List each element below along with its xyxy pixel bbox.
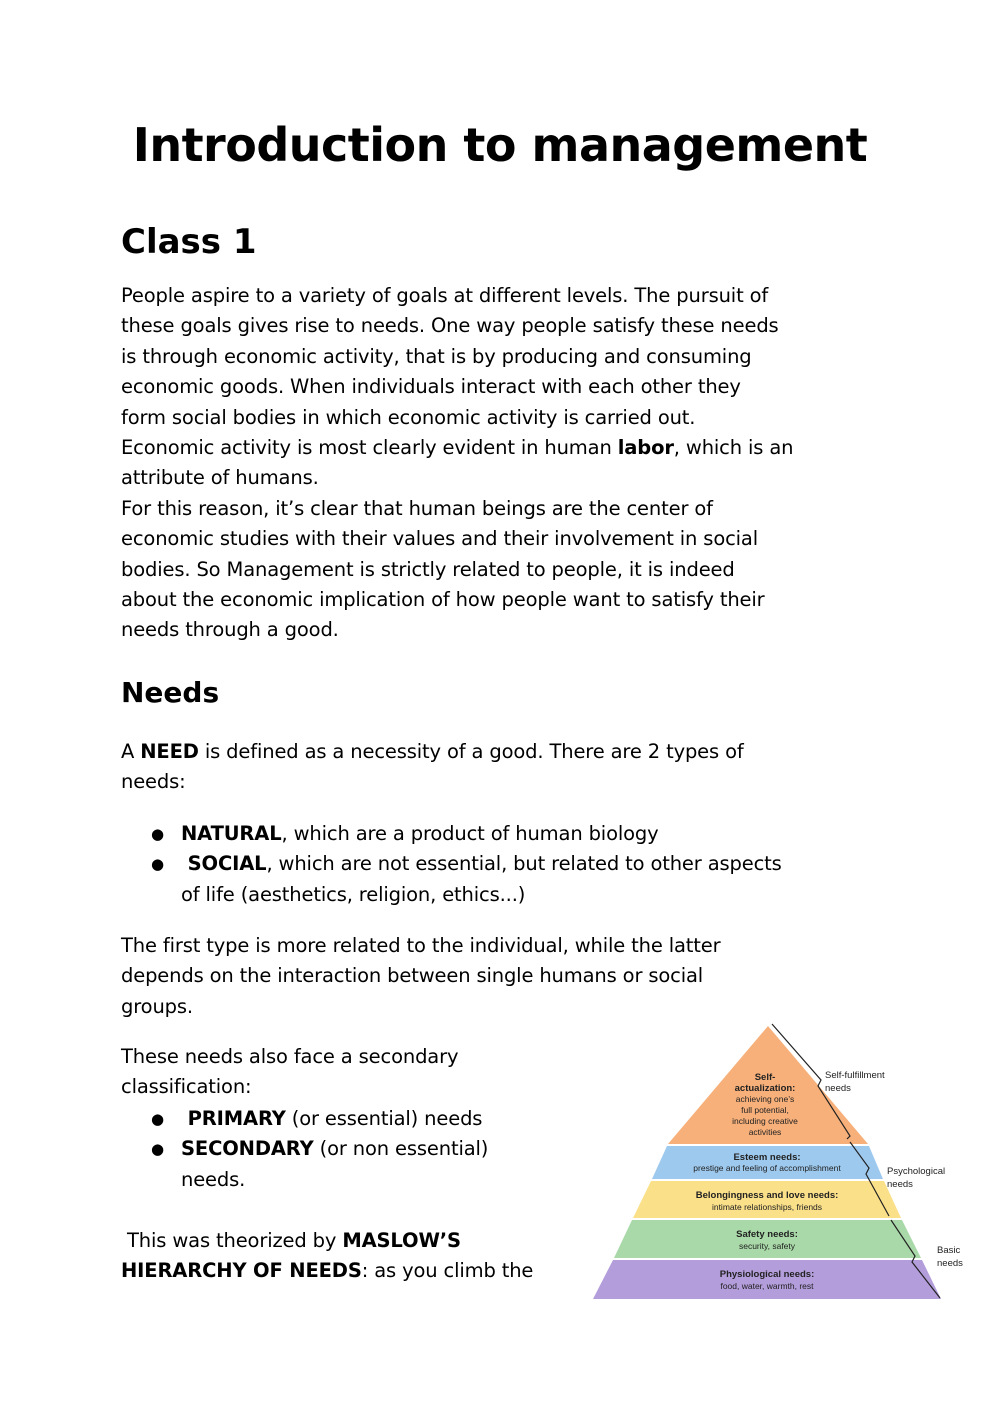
maslow-pyramid-figure xyxy=(585,1018,985,1308)
psychological-label: Psychological xyxy=(887,1166,946,1177)
esteem-sub: prestige and feeling of accomplishment xyxy=(693,1163,841,1173)
bullet-icon: ● xyxy=(151,1140,164,1159)
self-title: actualization: xyxy=(734,1083,796,1094)
need-definition xyxy=(121,737,881,798)
bullet-icon: ● xyxy=(151,825,164,843)
maslow-term: MASLOW’S xyxy=(342,1229,461,1252)
self-fulfillment-label: needs xyxy=(825,1083,851,1094)
text-line: of life (aesthetics, religion, ethics...) xyxy=(181,882,526,906)
text-line: about the economic implication of how people want to satisfy their xyxy=(121,588,765,612)
text-line: attribute of humans. xyxy=(121,466,319,490)
secondary-paragraph xyxy=(121,1042,561,1103)
self-sub: including creative xyxy=(732,1116,798,1126)
esteem-title: Esteem needs: xyxy=(733,1152,801,1163)
intro-paragraph xyxy=(121,281,881,646)
classification-list xyxy=(121,1104,488,1195)
text-run: This was theorized by xyxy=(121,1229,343,1252)
text-line: needs. xyxy=(181,1167,246,1191)
class-heading: Class 1 xyxy=(121,222,257,262)
text-line xyxy=(121,433,881,463)
text-line: form social bodies in which economic activity is carried out. xyxy=(121,405,696,429)
text-line xyxy=(121,1226,581,1256)
self-sub: activities xyxy=(748,1127,782,1137)
text-line xyxy=(121,737,881,767)
belonging-sub: intimate relationships, friends xyxy=(711,1202,823,1212)
physiological-title: Physiological needs: xyxy=(719,1269,815,1280)
maslow-paragraph xyxy=(121,1226,581,1287)
text-run: A xyxy=(121,740,141,763)
social-term: SOCIAL xyxy=(181,852,267,876)
primary-term: PRIMARY xyxy=(181,1107,286,1130)
text-run: (or essential) needs xyxy=(285,1107,483,1130)
hierarchy-term: HIERARCHY OF NEEDS xyxy=(121,1259,362,1283)
list-item xyxy=(121,849,782,910)
self-fulfillment-label: Self-fulfillment xyxy=(825,1070,885,1081)
text-line: People aspire to a variety of goals at different levels. The pursuit of xyxy=(121,284,769,307)
need-term: NEED xyxy=(140,740,199,763)
text-line: needs: xyxy=(121,770,186,794)
text-run: is defined as a necessity of a good. There are 2 types of xyxy=(198,740,744,763)
text-line xyxy=(121,1256,581,1286)
basic-label: Basic xyxy=(937,1245,961,1256)
text-line: depends on the interaction between single humans or social xyxy=(121,964,704,988)
belonging-title: Belongingness and love needs: xyxy=(695,1190,839,1201)
text-run: , which are a product of human biology xyxy=(281,822,659,845)
text-line: The first type is more related to the individual, while the latter xyxy=(121,934,721,957)
text-line: classification: xyxy=(121,1075,252,1099)
list-item xyxy=(121,1104,488,1134)
text-line: these goals gives rise to needs. One way people satisfy these needs xyxy=(121,314,779,338)
natural-term: NATURAL xyxy=(181,822,282,845)
secondary-term: SECONDARY xyxy=(181,1137,314,1161)
text-line: For this reason, it’s clear that human beings are the center of xyxy=(121,496,713,520)
first-type-paragraph xyxy=(121,931,881,1022)
bullet-icon: ● xyxy=(151,1110,164,1128)
bullet-icon: ● xyxy=(151,855,164,874)
labor-term: labor xyxy=(617,436,674,460)
self-sub: full potential, xyxy=(741,1105,789,1115)
document-title: Introduction to management xyxy=(132,118,868,172)
text-line: groups. xyxy=(121,994,193,1018)
safety-title: Safety needs: xyxy=(736,1229,798,1240)
self-sub: achieving one’s xyxy=(735,1094,795,1104)
text-line: These needs also face a secondary xyxy=(121,1045,459,1068)
list-item xyxy=(121,1134,488,1195)
text-line: needs through a good. xyxy=(121,618,339,642)
basic-label: needs xyxy=(937,1258,963,1269)
need-types-list xyxy=(121,819,782,910)
psychological-label: needs xyxy=(887,1179,913,1190)
text-line: is through economic activity, that is by producing and consuming xyxy=(121,344,752,368)
self-title: Self- xyxy=(754,1072,776,1083)
text-line: bodies. So Management is strictly related to people, it is indeed xyxy=(121,557,735,581)
text-run: Economic activity is most clearly evident in human xyxy=(121,436,618,460)
safety-sub: security, safety xyxy=(738,1241,796,1251)
text-run: , which are not essential, but related to other aspects xyxy=(266,852,782,876)
physiological-sub: food, water, warmth, rest xyxy=(720,1281,814,1291)
text-run: : as you climb the xyxy=(361,1259,534,1283)
list-item xyxy=(121,819,782,849)
text-run: (or non essential) xyxy=(313,1137,489,1161)
text-line: economic studies with their values and their involvement in social xyxy=(121,527,758,551)
text-line: economic goods. When individuals interact with each other they xyxy=(121,375,741,399)
text-run: , which is an xyxy=(673,436,794,460)
needs-heading: Needs xyxy=(121,676,220,709)
